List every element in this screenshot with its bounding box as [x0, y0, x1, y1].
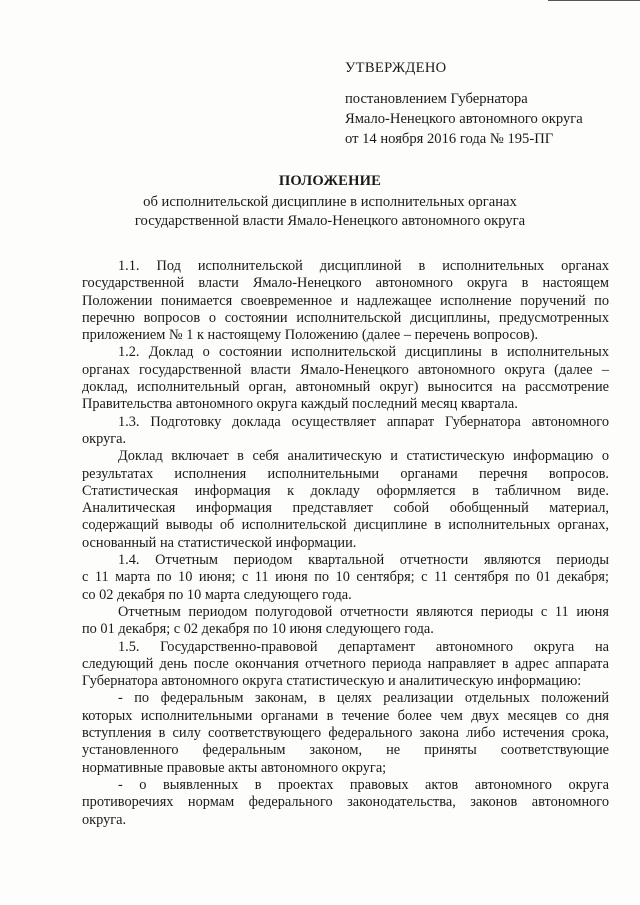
document-subtitle-line: об исполнительской дисциплине в исполнительных органах	[143, 194, 517, 210]
paragraph-line: Отчетным периодом полугодовой отчетности являются периоды с 11 июня	[118, 603, 609, 620]
approval-line: Ямало-Ненецкого автономного округа	[345, 111, 583, 127]
document-body	[82, 258, 609, 829]
paragraph-line: доклад, исполнительный орган, автономный округ) выносится на рассмотрение	[82, 379, 609, 396]
paragraph-line: Аналитическая информация представляет собой обобщенный материал,	[82, 500, 609, 517]
document-title: ПОЛОЖЕНИЕ	[278, 173, 382, 189]
paragraph-line: 1.4. Отчетным периодом квартальной отчетности являются периоды	[118, 552, 609, 569]
paragraph-line: 1.3. Подготовку доклада осуществляет аппарат Губернатора автономного	[118, 413, 609, 430]
paragraph-line: с 11 марта по 10 июня; с 11 июня по 10 сентября; с 11 сентября по 01 декабря;	[82, 569, 609, 586]
approval-stamp	[345, 58, 625, 149]
paragraph-line: по 01 декабря; с 02 декабря по 10 июня следующего года.	[82, 621, 434, 638]
body-paragraph	[82, 258, 609, 344]
body-paragraph	[82, 552, 609, 604]
paragraph-line: вступления в силу соответствующего федерального закона либо истечения срока,	[82, 725, 609, 742]
paragraph-line: Губернатора автономного округа статистическую и аналитическую информацию:	[82, 673, 582, 690]
paragraph-line: нормативные правовые акты автономного округа;	[82, 759, 387, 776]
paragraph-line: государственной власти Ямало-Ненецкого автономного округа в настоящем	[82, 275, 609, 292]
approval-line: от 14 ноября 2016 года № 195-ПГ	[345, 131, 554, 147]
paragraph-line: органах государственной власти Ямало-Ненецкого автономного округа (далее –	[82, 361, 609, 378]
body-paragraph	[82, 414, 609, 449]
paragraph-line: Статистическая информация к докладу оформляется в табличном виде.	[82, 482, 609, 499]
paragraph-line: 1.1. Под исполнительской дисциплиной в исполнительных органах	[118, 258, 609, 274]
paragraph-line: - по федеральным законам, в целях реализации отдельных положений	[118, 690, 609, 707]
top-edge-line	[548, 0, 640, 1]
paragraph-line: округа.	[82, 430, 127, 447]
paragraph-line: округа.	[82, 811, 127, 828]
body-paragraph	[82, 639, 609, 691]
paragraph-line: Правительства автономного округа каждый последний месяц квартала.	[82, 396, 518, 413]
paragraph-line: - о выявленных в проектах правовых актов автономного округа	[118, 776, 609, 793]
paragraph-line: основанный на статистической информации.	[82, 534, 357, 551]
paragraph-line: установленного федеральным законом, не приняты соответствующие	[82, 742, 609, 759]
document-title-block	[60, 172, 600, 231]
paragraph-line: Доклад включает в себя аналитическую и статистическую информацию о	[118, 448, 609, 465]
body-paragraph	[82, 690, 609, 776]
paragraph-line: которых исполнительными органами в течение более чем двух месяцев со дня	[82, 707, 609, 724]
paragraph-line: со 02 декабря по 10 марта следующего года.	[82, 586, 352, 603]
approval-heading: УТВЕРЖДЕНО	[345, 60, 447, 76]
paragraph-line: содержащий выводы об исполнительской дисциплине в исполнительных органах,	[82, 517, 609, 534]
paragraph-line: 1.5. Государственно-правовой департамент автономного округа на	[118, 638, 609, 655]
paragraph-line: Положении понимается своевременное и надлежащее исполнение поручений по	[82, 292, 609, 309]
paragraph-line: 1.2. Доклад о состоянии исполнительской дисциплины в исполнительных	[118, 344, 609, 361]
body-paragraph	[82, 604, 609, 639]
document-subtitle-line: государственной власти Ямало-Ненецкого автономного округа	[134, 213, 526, 229]
paragraph-line: перечню вопросов о состоянии исполнительской дисциплины, предусмотренных	[82, 309, 609, 326]
body-paragraph	[82, 448, 609, 552]
approval-line: постановлением Губернатора	[345, 91, 528, 107]
paragraph-line: следующий день после окончания отчетного периода направляет в адрес аппарата	[82, 655, 609, 672]
paragraph-line: противоречиях нормам федерального законодательства, законов автономного	[82, 794, 609, 811]
body-paragraph	[82, 344, 609, 413]
body-paragraph	[82, 777, 609, 829]
paragraph-line: приложением № 1 к настоящему Положению (далее – перечень вопросов).	[82, 327, 539, 344]
paragraph-line: результатах исполнения исполнительными органами перечня вопросов.	[82, 465, 609, 482]
